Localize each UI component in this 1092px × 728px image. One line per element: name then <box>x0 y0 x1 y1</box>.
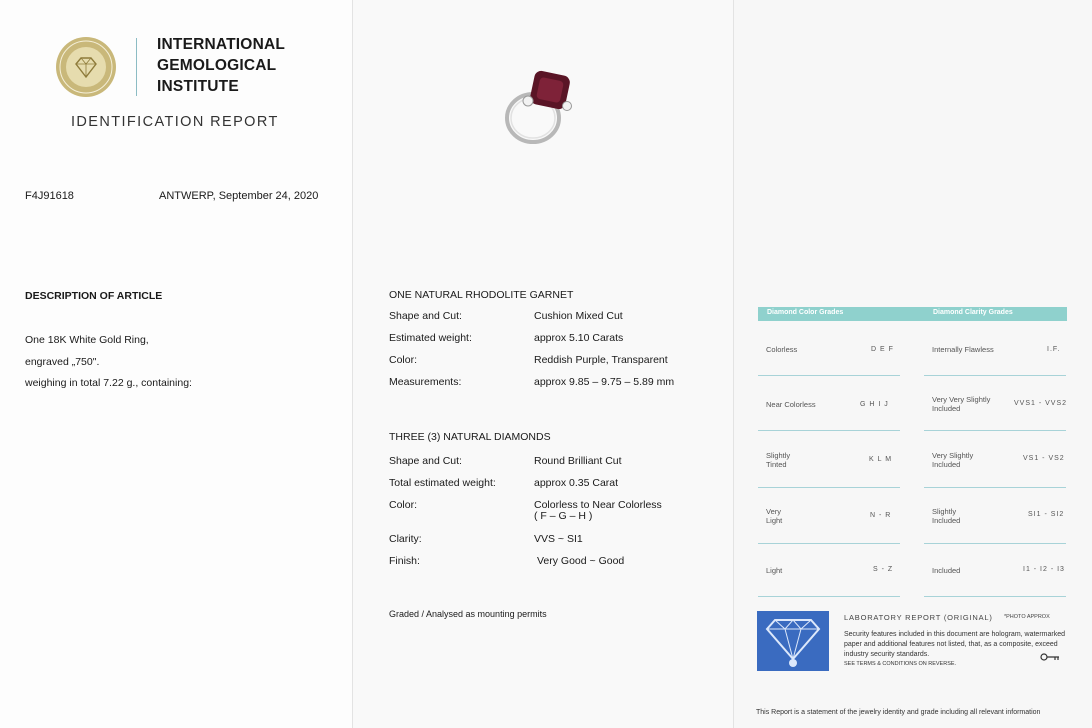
garnet-title: ONE NATURAL RHODOLITE GARNET <box>389 289 574 301</box>
grade-divider <box>758 543 900 544</box>
garnet-row-value: approx 9.85 – 9.75 – 5.89 mm <box>534 376 675 388</box>
color-grades-header: Diamond Color Grades <box>767 309 844 316</box>
garnet-row-label: Color: <box>389 354 418 366</box>
color-grade-label: Very Light <box>766 507 783 525</box>
color-grade-label: Slightly Tinted <box>766 451 791 469</box>
diamonds-title: THREE (3) NATURAL DIAMONDS <box>389 431 551 443</box>
report-details-panel <box>352 0 734 728</box>
grade-divider <box>758 375 900 376</box>
color-grade-label: Light <box>766 566 783 575</box>
key-icon <box>1040 652 1060 662</box>
ring-photo <box>501 66 581 148</box>
report-cover-panel <box>0 0 352 728</box>
diamond-row-value: approx 0.35 Carat <box>534 477 619 489</box>
description-heading: DESCRIPTION OF ARTICLE <box>25 290 163 302</box>
clarity-grade-value: I.F. <box>1047 346 1061 353</box>
grade-divider <box>924 543 1066 544</box>
grade-divider <box>924 375 1066 376</box>
diamond-row-label: Finish: <box>389 555 420 567</box>
garnet-row-label: Shape and Cut: <box>389 310 462 322</box>
clarity-grade-label: Very Very Slightly Included <box>932 395 991 413</box>
diamond-row-value: Very Good ~ Good <box>537 555 625 567</box>
description-line: One 18K White Gold Ring, <box>25 334 149 346</box>
garnet-row-label: Measurements: <box>389 376 462 388</box>
graded-note: Graded / Analysed as mounting permits <box>389 609 547 619</box>
grade-divider <box>924 596 1066 597</box>
color-grade-label: Colorless <box>766 345 798 354</box>
clarity-grade-value: VVS1 - VVS2 <box>1014 400 1068 407</box>
institute-name-line: INSTITUTE <box>157 78 239 95</box>
diamond-row-value-cont: ( F – G – H ) <box>534 510 593 522</box>
diamond-row-label: Total estimated weight: <box>389 477 496 489</box>
color-grade-value: K L M <box>869 456 893 463</box>
logo-divider <box>136 38 137 96</box>
institute-name-line: GEMOLOGICAL <box>157 57 277 74</box>
color-grade-value: S - Z <box>873 566 894 573</box>
diamond-row-value: Round Brilliant Cut <box>534 455 622 467</box>
garnet-row-value: Cushion Mixed Cut <box>534 310 623 322</box>
report-title: IDENTIFICATION REPORT <box>71 114 279 130</box>
clarity-grade-label: Slightly Included <box>932 507 961 525</box>
color-grade-value: G H I J <box>860 401 889 408</box>
garnet-row-value: Reddish Purple, Transparent <box>534 354 668 366</box>
clarity-grade-label: Included <box>932 566 961 575</box>
diamond-row-label: Clarity: <box>389 533 422 545</box>
clarity-grade-label: Very Slightly Included <box>932 451 974 469</box>
garnet-row-value: approx 5.10 Carats <box>534 332 624 344</box>
color-grade-label: Near Colorless <box>766 400 816 409</box>
grade-divider <box>758 487 900 488</box>
description-line: weighing in total 7.22 g., containing: <box>25 377 192 389</box>
terms-reference: SEE TERMS & CONDITIONS ON REVERSE. <box>844 661 957 667</box>
color-grade-value: D E F <box>871 346 894 353</box>
clarity-grade-value: SI1 - SI2 <box>1028 511 1065 518</box>
grading-scale-panel <box>734 0 1092 728</box>
report-number: F4J91618 <box>25 190 74 202</box>
clarity-grades-header: Diamond Clarity Grades <box>933 309 1013 316</box>
photo-approx-note: *PHOTO APPROX <box>1004 614 1050 620</box>
clarity-grade-value: I1 - I2 - I3 <box>1023 566 1065 573</box>
description-line: engraved „750". <box>25 356 100 368</box>
security-features-text: Security features included in this document are hologram, watermarked paper and additional features not listed, that, as a composite, exceed industry security standards. <box>844 631 1065 658</box>
diamond-row-label: Shape and Cut: <box>389 455 462 467</box>
report-statement-note: This Report is a statement of the jewelry identity and grade including all relevant information <box>756 709 1041 716</box>
grade-scale-header <box>758 307 1067 321</box>
hologram-diamond-icon <box>757 611 829 671</box>
igi-seal-icon <box>55 36 117 98</box>
grade-divider <box>924 430 1066 431</box>
grade-divider <box>758 596 900 597</box>
garnet-row-label: Estimated weight: <box>389 332 472 344</box>
diamond-row-value: VVS ~ SI1 <box>534 533 583 545</box>
diamond-row-label: Color: <box>389 499 418 511</box>
institute-name <box>157 34 285 97</box>
grade-divider <box>758 430 900 431</box>
diamond-row-value: Colorless to Near Colorless <box>534 499 662 511</box>
clarity-grade-value: VS1 - VS2 <box>1023 455 1065 462</box>
color-grade-value: N - R <box>870 512 892 519</box>
report-place-date: ANTWERP, September 24, 2020 <box>159 190 319 202</box>
clarity-grade-label: Internally Flawless <box>932 345 994 354</box>
institute-name-line: INTERNATIONAL <box>157 36 286 53</box>
lab-report-title: LABORATORY REPORT (ORIGINAL) <box>844 613 993 622</box>
grade-divider <box>924 487 1066 488</box>
